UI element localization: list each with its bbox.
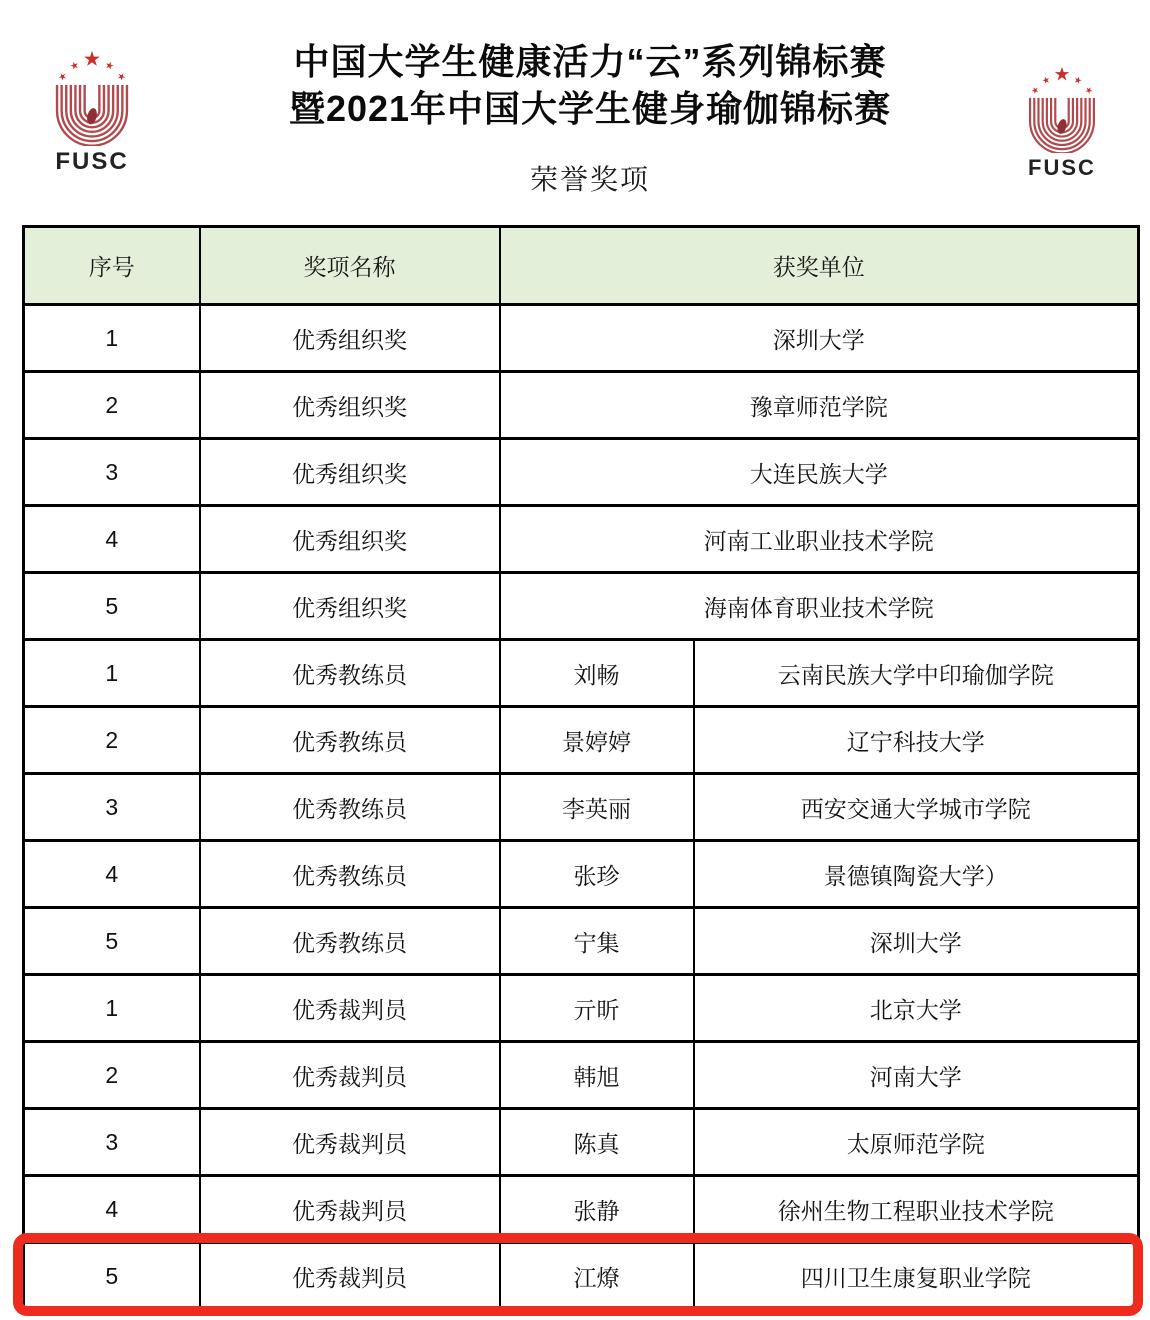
cell-seq: 1 <box>24 640 200 707</box>
cell-name: 张珍 <box>500 841 694 908</box>
table-row <box>24 305 1139 372</box>
cell-award: 优秀组织奖 <box>200 506 500 573</box>
cell-seq: 5 <box>24 1243 200 1310</box>
cell-award: 优秀组织奖 <box>200 573 500 640</box>
table-row <box>24 439 1139 506</box>
cell-unit: 河南大学 <box>694 1042 1139 1109</box>
cell-unit: 深圳大学 <box>694 908 1139 975</box>
table-row <box>24 774 1139 841</box>
cell-seq: 4 <box>24 841 200 908</box>
cell-name: 陈真 <box>500 1109 694 1176</box>
cell-award: 优秀裁判员 <box>200 1042 500 1109</box>
table-row <box>24 640 1139 707</box>
column-header-seq: 序号 <box>24 227 200 305</box>
cell-award: 优秀组织奖 <box>200 439 500 506</box>
cell-name: 亓昕 <box>500 975 694 1042</box>
cell-award: 优秀组织奖 <box>200 305 500 372</box>
cell-name: 李英丽 <box>500 774 694 841</box>
cell-seq: 2 <box>24 707 200 774</box>
page-title-line2: 暨2021年中国大学生健身瑜伽锦标赛 <box>288 88 892 129</box>
cell-seq: 2 <box>24 372 200 439</box>
cell-name: 张静 <box>500 1176 694 1243</box>
table-row <box>24 1176 1139 1243</box>
cell-seq: 4 <box>24 1176 200 1243</box>
cell-award: 优秀裁判员 <box>200 1176 500 1243</box>
cell-unit: 河南工业职业技术学院 <box>500 506 1139 573</box>
cell-unit: 西安交通大学城市学院 <box>694 774 1139 841</box>
table-row <box>24 372 1139 439</box>
cell-seq: 3 <box>24 774 200 841</box>
cell-unit: 辽宁科技大学 <box>694 707 1139 774</box>
cell-unit: 太原师范学院 <box>694 1109 1139 1176</box>
cell-seq: 3 <box>24 1109 200 1176</box>
cell-unit: 云南民族大学中印瑜伽学院 <box>694 640 1139 707</box>
cell-name: 韩旭 <box>500 1042 694 1109</box>
cell-name: 刘畅 <box>500 640 694 707</box>
fusc-logo-text: FUSC <box>1028 155 1096 181</box>
cell-unit: 四川卫生康复职业学院 <box>694 1243 1139 1310</box>
cell-seq: 1 <box>24 975 200 1042</box>
cell-award: 优秀教练员 <box>200 774 500 841</box>
awards-table <box>22 225 1140 1311</box>
cell-name: 景婷婷 <box>500 707 694 774</box>
table-row <box>24 975 1139 1042</box>
table-row-highlighted <box>24 1243 1139 1310</box>
cell-award: 优秀教练员 <box>200 707 500 774</box>
table-row <box>24 1042 1139 1109</box>
cell-unit: 海南体育职业技术学院 <box>500 573 1139 640</box>
cell-unit: 景德镇陶瓷大学） <box>694 841 1139 908</box>
cell-unit: 北京大学 <box>694 975 1139 1042</box>
cell-unit: 深圳大学 <box>500 305 1139 372</box>
section-subtitle: 荣誉奖项 <box>529 164 650 195</box>
table-row <box>24 1109 1139 1176</box>
cell-name: 江燎 <box>500 1243 694 1310</box>
cell-unit: 豫章师范学院 <box>500 372 1139 439</box>
cell-award: 优秀裁判员 <box>200 975 500 1042</box>
cell-seq: 1 <box>24 305 200 372</box>
cell-unit: 徐州生物工程职业技术学院 <box>694 1176 1139 1243</box>
table-row <box>24 841 1139 908</box>
cell-award: 优秀教练员 <box>200 640 500 707</box>
cell-seq: 2 <box>24 1042 200 1109</box>
cell-seq: 3 <box>24 439 200 506</box>
table-row <box>24 573 1139 640</box>
cell-unit: 大连民族大学 <box>500 439 1139 506</box>
cell-name: 宁集 <box>500 908 694 975</box>
cell-award: 优秀裁判员 <box>200 1109 500 1176</box>
page-title-line1: 中国大学生健康活力“云”系列锦标赛 <box>293 41 887 82</box>
cell-seq: 5 <box>24 908 200 975</box>
table-row <box>24 707 1139 774</box>
cell-seq: 5 <box>24 573 200 640</box>
column-header-unit: 获奖单位 <box>500 227 1139 305</box>
table-row <box>24 908 1139 975</box>
cell-award: 优秀教练员 <box>200 908 500 975</box>
column-header-award: 奖项名称 <box>200 227 500 305</box>
table-row <box>24 506 1139 573</box>
fusc-logo-text: FUSC <box>55 147 129 175</box>
cell-award: 优秀组织奖 <box>200 372 500 439</box>
cell-seq: 4 <box>24 506 200 573</box>
cell-award: 优秀教练员 <box>200 841 500 908</box>
table-header-row <box>24 227 1139 305</box>
title-block <box>30 38 1150 198</box>
cell-award: 优秀裁判员 <box>200 1243 500 1310</box>
